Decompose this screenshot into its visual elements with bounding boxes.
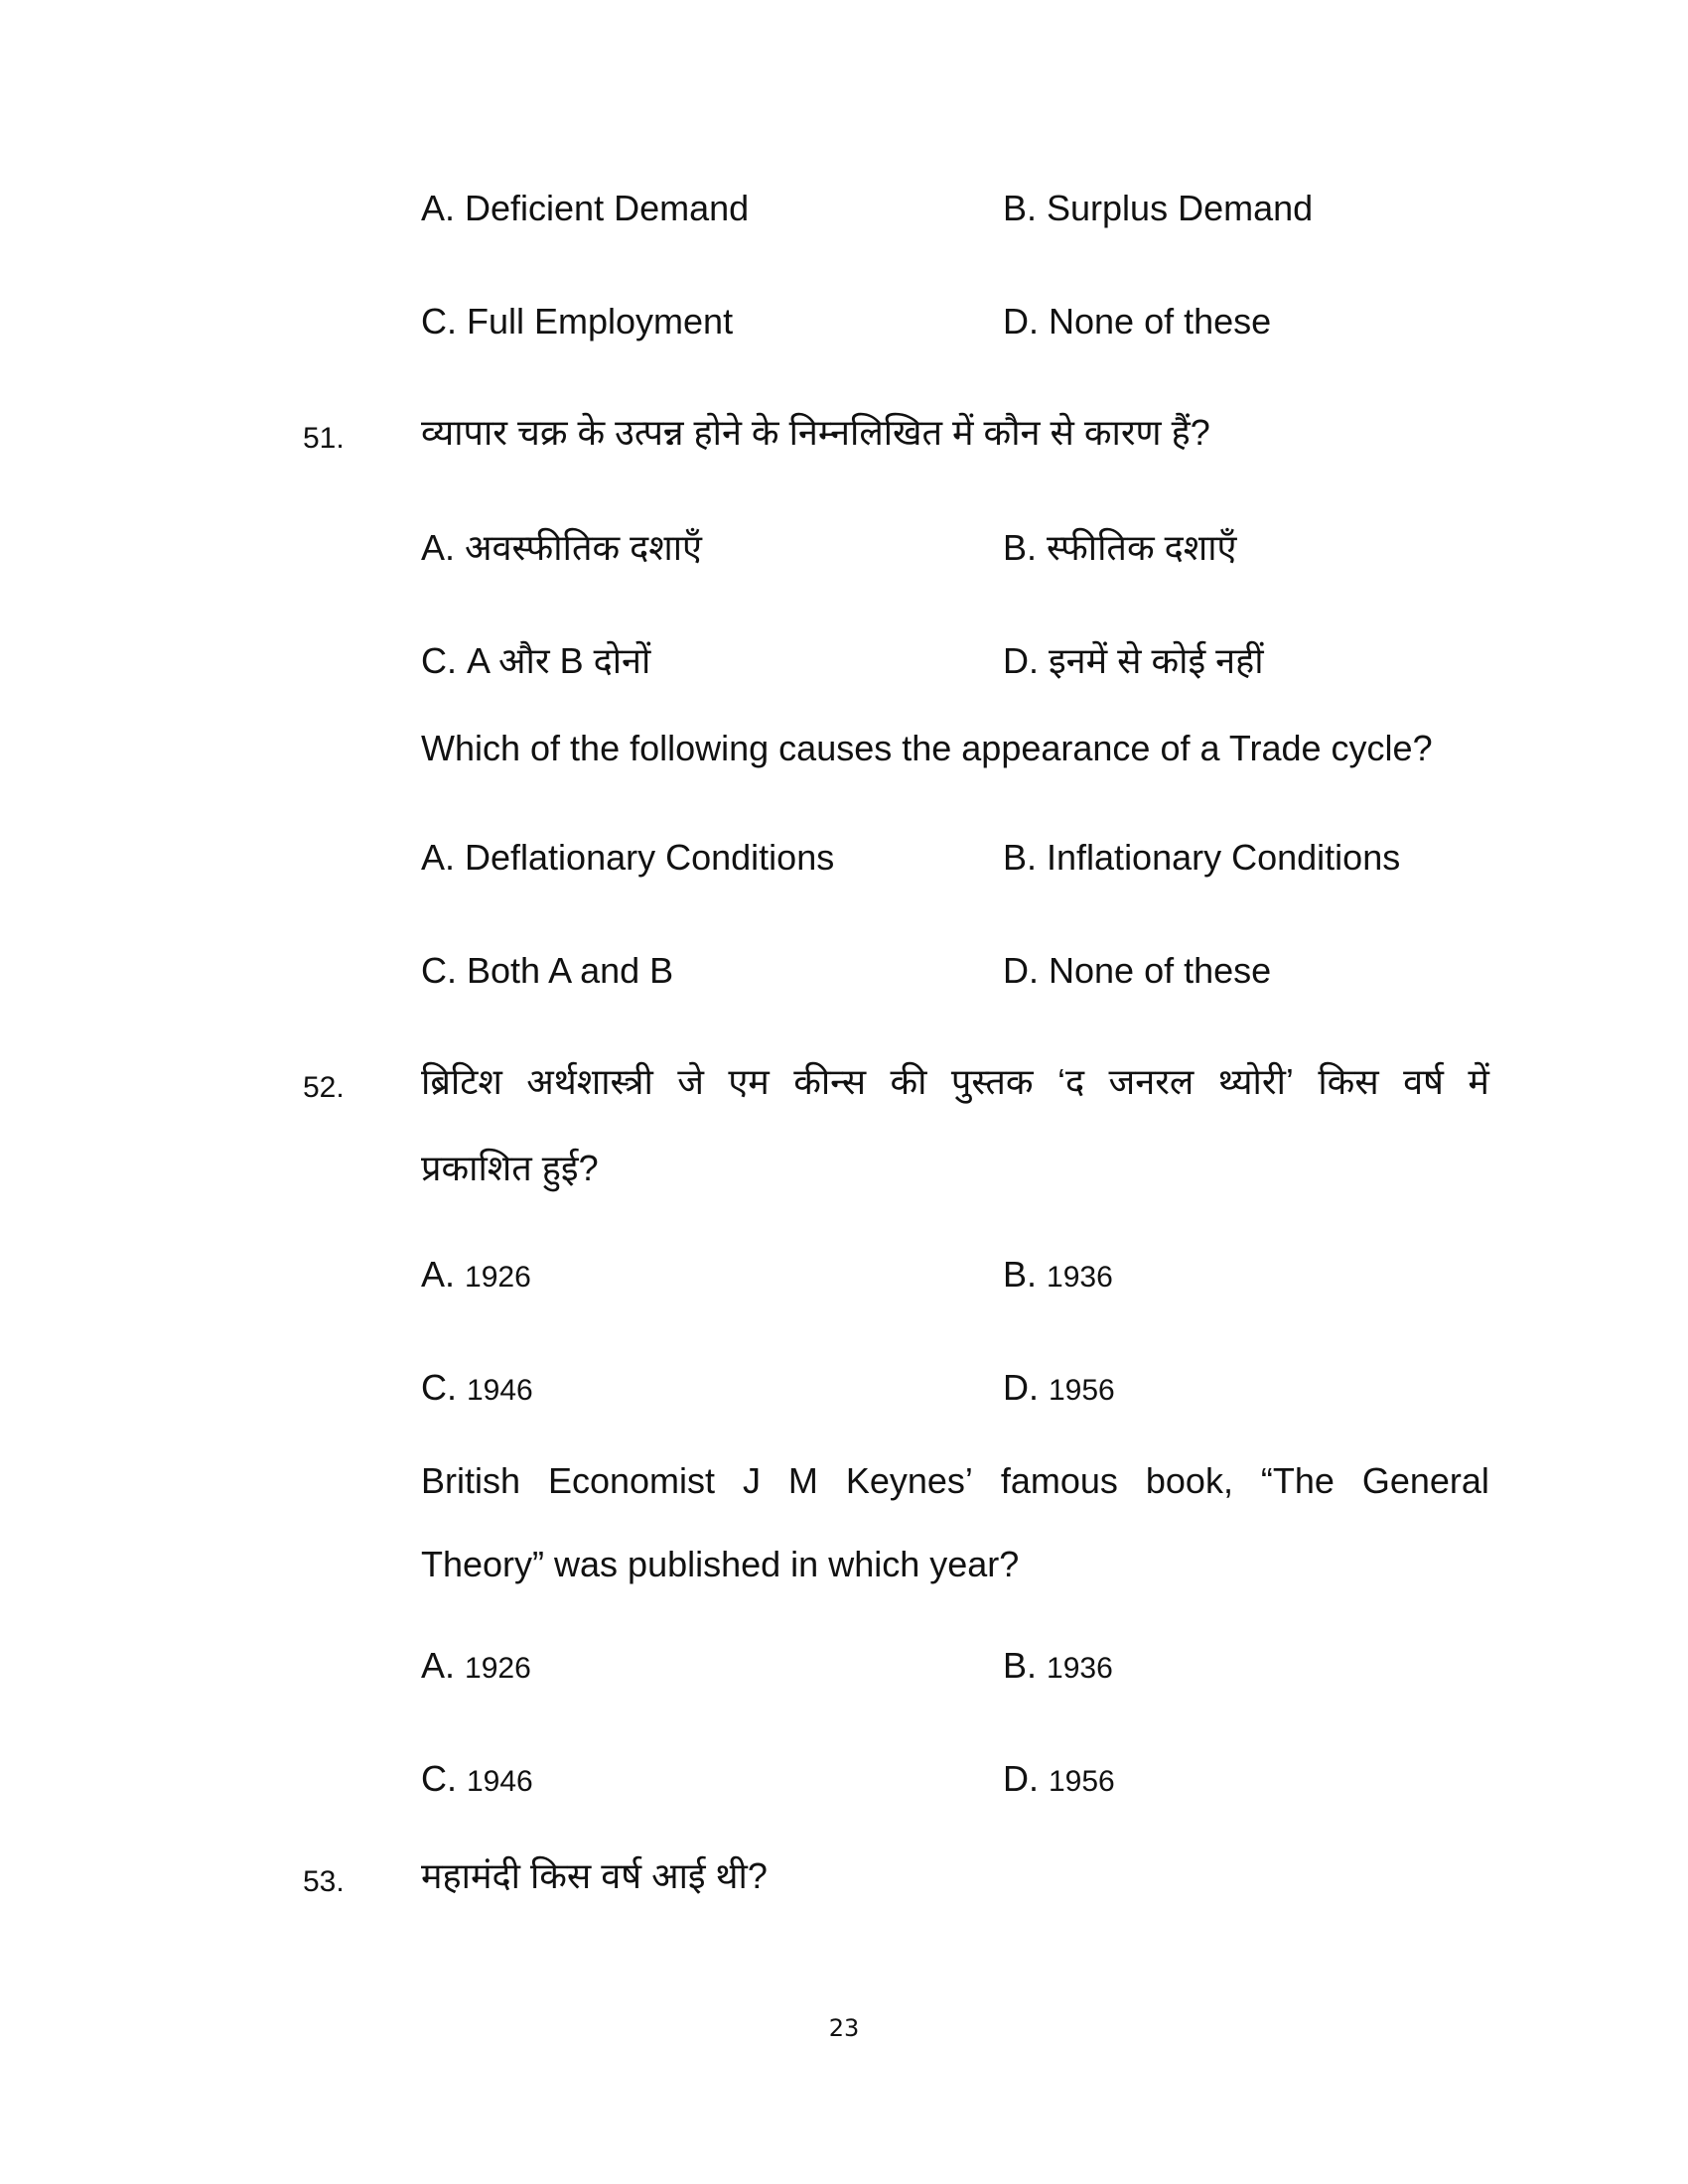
- word: जनरल: [1108, 1061, 1195, 1102]
- option-c: [421, 639, 650, 683]
- word: अर्थशास्त्री: [526, 1061, 653, 1102]
- word: वर्ष: [1403, 1061, 1444, 1102]
- question-text-hindi-line2: प्रकाशित हुई?: [421, 1148, 599, 1188]
- word: “The: [1260, 1460, 1335, 1501]
- option-text: स्फीतिक दशाएँ: [1047, 527, 1237, 568]
- option-a: [421, 526, 702, 570]
- option-text: None of these: [1049, 950, 1272, 991]
- word: पुस्तक: [950, 1061, 1034, 1102]
- word: book,: [1145, 1460, 1233, 1501]
- option-text: अवस्फीतिक दशाएँ: [465, 527, 702, 568]
- option-letter: D.: [1003, 1367, 1039, 1408]
- option-b: [1003, 836, 1400, 880]
- option-c: [421, 300, 733, 343]
- option-letter: C.: [421, 1758, 457, 1799]
- option-text: 1956: [1049, 1374, 1115, 1407]
- option-a: [421, 1253, 531, 1299]
- option-text: Deficient Demand: [465, 188, 750, 228]
- question-text-hindi-line1: [421, 1060, 1489, 1104]
- option-letter: D.: [1003, 950, 1039, 991]
- option-letter: A.: [421, 527, 456, 568]
- question-text-english-line2: Theory” was published in which year?: [421, 1544, 1020, 1584]
- word: General: [1361, 1460, 1489, 1501]
- option-text: 1926: [465, 1652, 531, 1685]
- option-c: [421, 1366, 533, 1413]
- option-b: [1003, 187, 1313, 230]
- option-b: [1003, 1253, 1113, 1299]
- page-number: 23: [828, 2014, 860, 2042]
- option-c: [421, 1757, 533, 1804]
- option-letter: B.: [1003, 1645, 1038, 1686]
- option-b: [1003, 526, 1236, 570]
- option-text: Deflationary Conditions: [465, 837, 835, 878]
- option-letter: C.: [421, 301, 457, 341]
- option-letter: A.: [421, 837, 456, 878]
- option-a: [421, 836, 834, 880]
- option-text: Inflationary Conditions: [1047, 837, 1401, 878]
- word: की: [890, 1061, 927, 1102]
- option-letter: A.: [421, 188, 456, 228]
- question-text-hindi: महामंदी किस वर्ष आई थी?: [421, 1855, 768, 1896]
- option-d: [1003, 949, 1271, 993]
- word: J: [742, 1460, 761, 1501]
- option-letter: B.: [1003, 1254, 1038, 1295]
- option-a: [421, 1644, 531, 1691]
- word: कीन्स: [793, 1061, 867, 1102]
- word: ब्रिटिश: [421, 1061, 502, 1102]
- option-letter: A.: [421, 1645, 456, 1686]
- option-letter: D.: [1003, 640, 1039, 681]
- option-letter: C.: [421, 640, 457, 681]
- question-text-english-line1: [421, 1459, 1489, 1503]
- word: M: [787, 1460, 818, 1501]
- option-d: [1003, 1757, 1115, 1804]
- option-a: [421, 187, 749, 230]
- question-number: 51.: [303, 422, 345, 455]
- option-d: [1003, 1366, 1115, 1413]
- word: एम: [728, 1061, 770, 1102]
- option-text: इनमें से कोई नहीं: [1049, 640, 1264, 681]
- option-text: None of these: [1049, 301, 1272, 341]
- option-letter: B.: [1003, 188, 1038, 228]
- option-letter: C.: [421, 1367, 457, 1408]
- option-c: [421, 949, 673, 993]
- option-letter: A.: [421, 1254, 456, 1295]
- word: जे: [677, 1061, 704, 1102]
- option-d: [1003, 300, 1271, 343]
- option-text: A और B दोनों: [467, 640, 651, 681]
- word: famous: [1000, 1460, 1118, 1501]
- word: किस: [1318, 1061, 1379, 1102]
- option-text: 1936: [1047, 1652, 1113, 1685]
- option-letter: C.: [421, 950, 457, 991]
- option-letter: B.: [1003, 837, 1038, 878]
- word: ‘द: [1056, 1061, 1085, 1102]
- question-text-english: Which of the following causes the appearance of a Trade cycle?: [421, 728, 1433, 768]
- option-text: 1926: [465, 1261, 531, 1294]
- word: Economist: [547, 1460, 716, 1501]
- word: में: [1468, 1061, 1489, 1102]
- question-text-hindi: व्यापार चक्र के उत्पन्न होने के निम्नलिखित में कौन से कारण हैं?: [421, 412, 1210, 453]
- option-text: 1946: [467, 1765, 533, 1798]
- option-text: 1956: [1049, 1765, 1115, 1798]
- option-letter: D.: [1003, 301, 1039, 341]
- option-d: [1003, 639, 1264, 683]
- option-text: Both A and B: [467, 950, 674, 991]
- word: थ्योरी’: [1217, 1061, 1294, 1102]
- option-text: 1936: [1047, 1261, 1113, 1294]
- question-number: 52.: [303, 1071, 345, 1104]
- option-letter: B.: [1003, 527, 1038, 568]
- option-text: Surplus Demand: [1047, 188, 1314, 228]
- option-b: [1003, 1644, 1113, 1691]
- option-text: Full Employment: [467, 301, 734, 341]
- option-text: 1946: [467, 1374, 533, 1407]
- word: British: [421, 1460, 521, 1501]
- option-letter: D.: [1003, 1758, 1039, 1799]
- word: Keynes’: [845, 1460, 973, 1501]
- question-number: 53.: [303, 1865, 345, 1898]
